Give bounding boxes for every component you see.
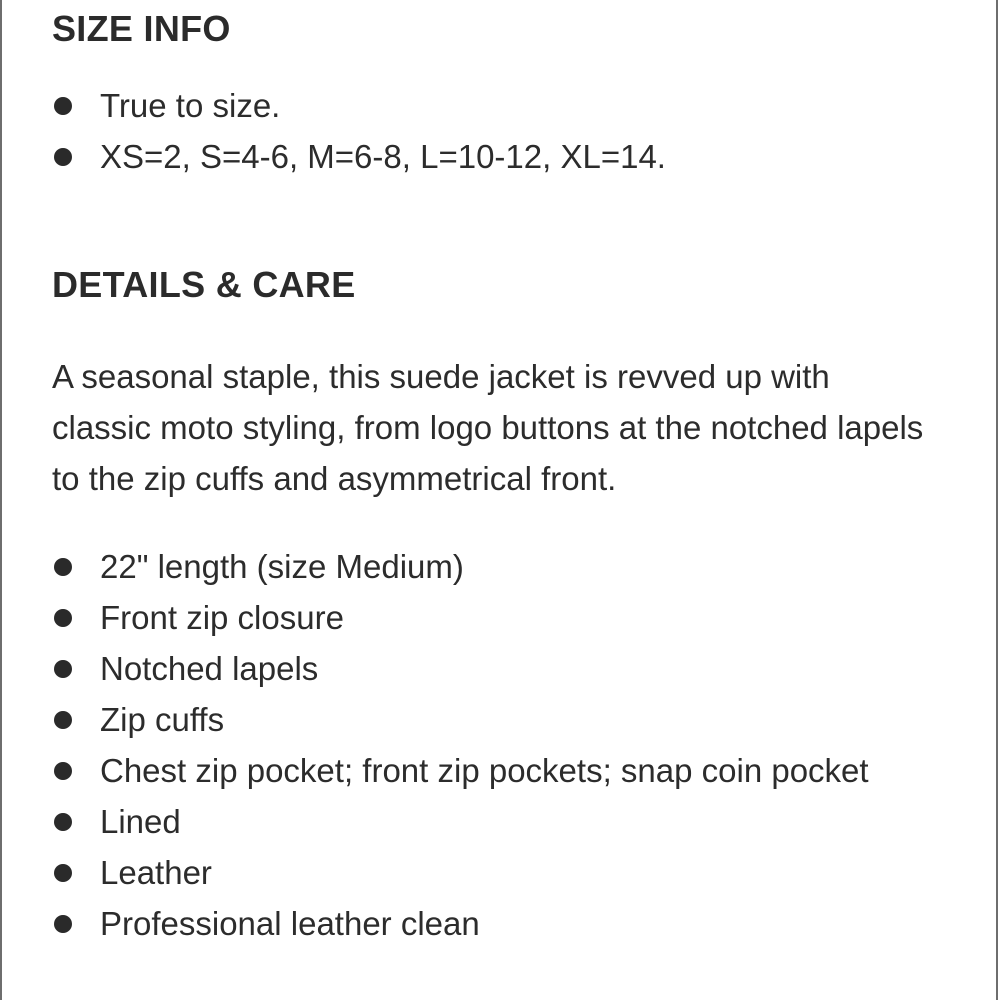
list-item xyxy=(52,694,872,745)
list-item-text: Professional leather clean xyxy=(100,905,480,942)
list-item-text: Zip cuffs xyxy=(100,701,225,738)
bullet-icon xyxy=(54,711,72,729)
list-item xyxy=(52,592,872,643)
list-item xyxy=(52,80,912,131)
list-item xyxy=(52,131,912,182)
bullet-icon xyxy=(54,660,72,678)
list-item xyxy=(52,898,872,949)
product-description: A seasonal staple, this suede jacket is revved up with classic moto styling, from logo buttons at the notched lapels to the zip cuffs and asymmetrical front. xyxy=(52,358,924,497)
bullet-icon xyxy=(54,864,72,882)
list-item xyxy=(52,796,872,847)
list-item xyxy=(52,745,872,796)
list-item-text: Front zip closure xyxy=(100,599,344,636)
list-item-text: Chest zip pocket; front zip pockets; snap coin pocket xyxy=(100,752,869,789)
size-info-list xyxy=(52,80,912,182)
list-item xyxy=(52,541,872,592)
bullet-icon xyxy=(54,762,72,780)
list-item-text: 22" length (size Medium) xyxy=(100,548,464,585)
list-item xyxy=(52,643,872,694)
bullet-icon xyxy=(54,813,72,831)
bullet-icon xyxy=(54,97,72,115)
bullet-icon xyxy=(54,148,72,166)
list-item-text: XS=2, S=4-6, M=6-8, L=10-12, XL=14. xyxy=(100,138,666,175)
details-care-list xyxy=(52,541,872,949)
list-item-text: True to size. xyxy=(100,87,281,124)
bullet-icon xyxy=(54,558,72,576)
bullet-icon xyxy=(54,915,72,933)
size-info-heading: SIZE INFO xyxy=(52,8,231,49)
list-item-text: Leather xyxy=(100,854,212,891)
bullet-icon xyxy=(54,609,72,627)
details-care-heading: DETAILS & CARE xyxy=(52,264,356,305)
list-item-text: Lined xyxy=(100,803,181,840)
list-item xyxy=(52,847,872,898)
list-item-text: Notched lapels xyxy=(100,650,319,687)
